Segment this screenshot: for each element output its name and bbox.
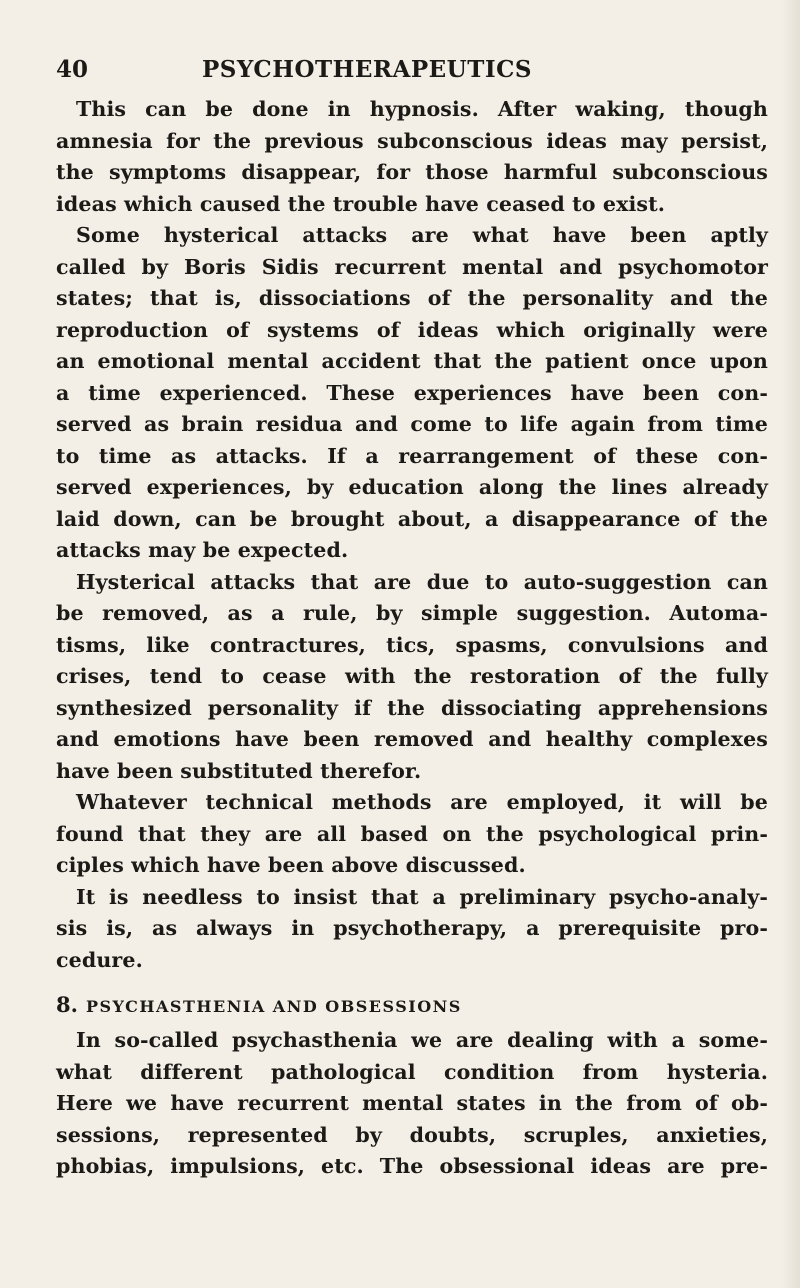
section-title: PSYCHASTHENIA AND OBSESSIONS (85, 997, 462, 1016)
text-line: and emotions have been removed and healthy complexes (56, 727, 768, 751)
text-line: This can be done in hypnosis. After waking, though (76, 97, 768, 121)
text-line: be removed, as a rule, by simple suggestion. Automa- (56, 601, 768, 625)
text-line: Some hysterical attacks are what have been aptly (76, 223, 768, 247)
text-line: Whatever technical methods are employed, it will be (76, 790, 768, 814)
text-line: called by Boris Sidis recurrent mental and psychomotor (56, 254, 768, 279)
text-line: have been substituted therefor. (56, 758, 422, 783)
text-line: an emotional mental accident that the patient once upon (56, 349, 768, 373)
text-line: reproduction of systems of ideas which originally were (56, 317, 768, 342)
text-line: sis is, as always in psychotherapy, a prerequisite pro- (56, 916, 768, 940)
text-line: crises, tend to cease with the restoration of the fully (56, 664, 768, 688)
text-line: Here we have recurrent mental states in the from of ob- (56, 1091, 768, 1115)
paragraph (56, 1025, 768, 1183)
paragraph (56, 94, 768, 220)
page-edge-shadow (782, 0, 800, 1288)
text-line: amnesia for the previous subconscious ideas may persist, (56, 128, 768, 153)
text-line: phobias, impulsions, etc. The obsessional ideas are pre- (56, 1154, 768, 1178)
text-line: served as brain residua and come to life again from time (56, 412, 768, 436)
text-line: It is needless to insist that a preliminary psycho-analy- (76, 884, 768, 909)
text-line: tisms, like contractures, tics, spasms, convulsions and (56, 632, 768, 657)
text-line: attacks may be expected. (56, 538, 349, 562)
text-line: served experiences, by education along the lines already (56, 475, 768, 499)
text-line: Hysterical attacks that are due to auto-suggestion can (76, 569, 768, 594)
section-heading (56, 991, 768, 1019)
text-line: a time experienced. These experiences have been con- (56, 380, 768, 405)
paragraph (56, 882, 768, 977)
text-line: synthesized personality if the dissociating apprehensions (56, 695, 768, 720)
text-line: In so-called psychasthenia we are dealing with a some- (76, 1028, 768, 1052)
paragraph (56, 220, 768, 567)
section-paragraph (56, 1025, 768, 1183)
text-line: ideas which caused the trouble have ceased to exist. (56, 191, 665, 216)
text-line: found that they are all based on the psychological prin- (56, 821, 768, 846)
section-number: 8. (56, 992, 78, 1017)
text-line: ciples which have been above discussed. (56, 853, 526, 877)
text-line: to time as attacks. If a rearrangement of these con- (56, 443, 768, 468)
text-line: sessions, represented by doubts, scruples, anxieties, (56, 1122, 768, 1147)
running-title: PSYCHOTHERAPEUTICS (202, 56, 533, 83)
paragraph (56, 787, 768, 882)
text-line: the symptoms disappear, for those harmful subconscious (56, 160, 768, 184)
page-number: 40 (56, 56, 89, 83)
text-line: cedure. (56, 947, 143, 972)
running-head (56, 56, 768, 90)
book-page (56, 56, 768, 1183)
paragraph (56, 567, 768, 788)
paragraphs (56, 94, 768, 976)
text-line: laid down, can be brought about, a disappearance of the (56, 506, 768, 531)
text-line: what different pathological condition from hysteria. (56, 1059, 768, 1084)
body-text (56, 94, 768, 1183)
text-line: states; that is, dissociations of the personality and the (56, 286, 768, 310)
